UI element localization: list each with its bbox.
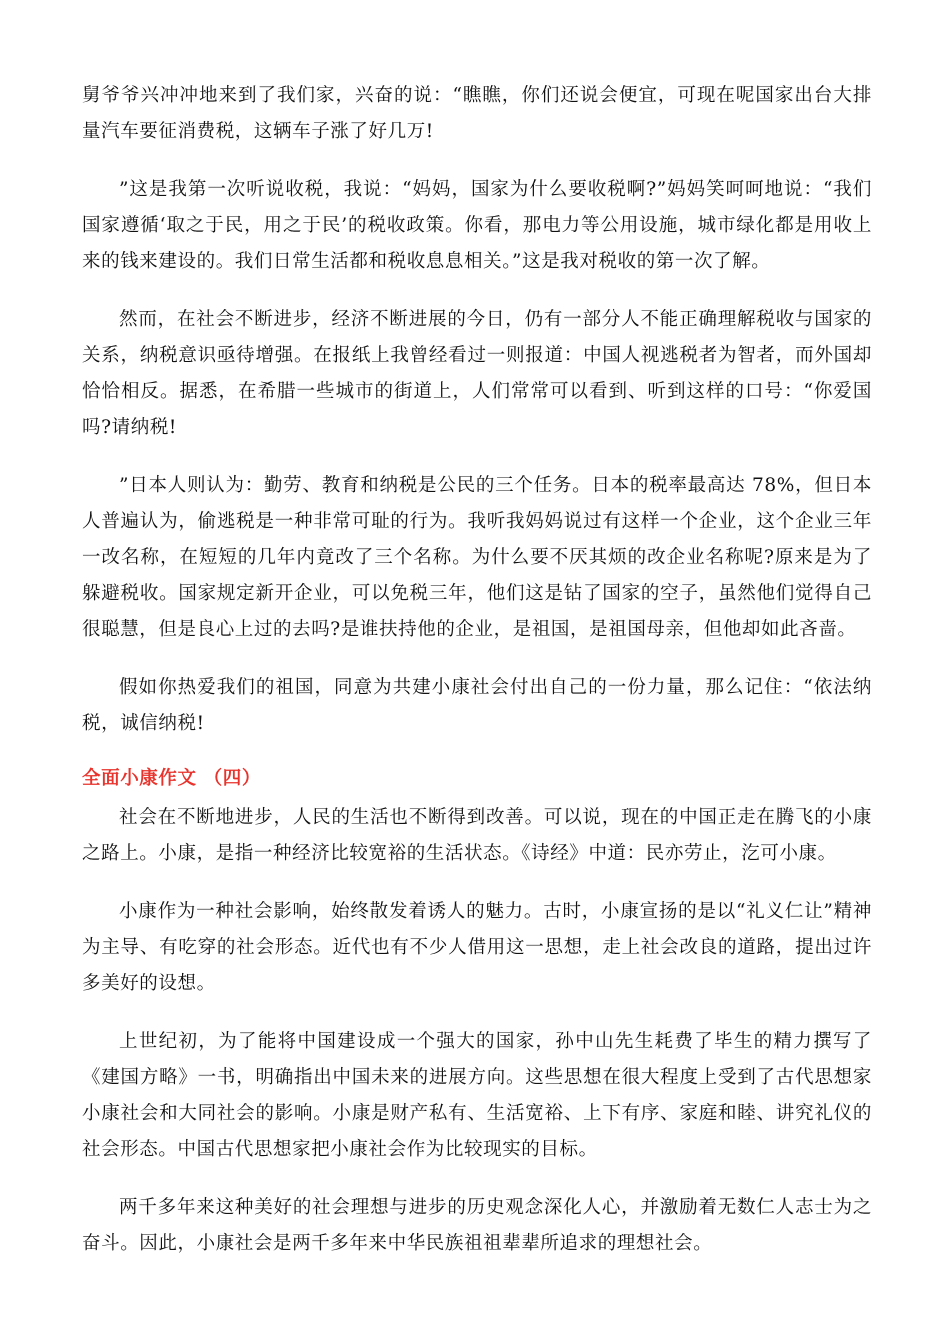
paragraph-xiaokang-road: 社会在不断地进步，人民的生活也不断得到改善。可以说，现在的中国正走在腾飞的小康之路上。小康，是指一种经济比较宽裕的生活状态。《诗经》中道：民亦劳止，汔可小康。 bbox=[82, 807, 872, 864]
paragraph-xiaokang-influence: 小康作为一种社会影响，始终散发着诱人的魅力。古时，小康宣扬的是以“礼义仁让”精神为主导、有吃穿的社会形态。近代也有不少人借用这一思想，走上社会改良的道路，提出过许多美好的设想。 bbox=[82, 901, 872, 994]
document-page bbox=[82, 78, 872, 1284]
paragraph-tax-awareness: 然而，在社会不断进步，经济不断进展的今日，仍有一部分人不能正确理解税收与国家的关系，纳税意识亟待增强。在报纸上我曾经看过一则报道：中国人视逃税者为智者，而外国却恰恰相反。据悉，在希腊一些城市的街道上，人们常常可以看到、听到这样的口号：“你爱国吗?请纳税! bbox=[82, 309, 872, 438]
paragraph-sun-yatsen: 上世纪初，为了能将中国建设成一个强大的国家，孙中山先生耗费了毕生的精力撰写了《建国方略》一书，明确指出中国未来的进展方向。这些思想在很大程度上受到了古代思想家小康社会和大同社会的影响。小康是财产私有、生活宽裕、上下有序、家庭和睦、讲究礼仪的社会形态。中国古代思想家把小康社会作为比较现实的目标。 bbox=[82, 1031, 872, 1160]
paragraph-ideal-society: 两千多年来这种美好的社会理想与进步的历史观念深化人心，并激励着无数仁人志士为之奋斗。因此，小康社会是两千多年来中华民族祖祖辈辈所追求的理想社会。 bbox=[82, 1197, 872, 1254]
paragraph-uncle-car-tax: 舅爷爷兴冲冲地来到了我们家，兴奋的说：“瞧瞧，你们还说会便宜，可现在呢国家出台大排量汽车要征消费税，这辆车子涨了好几万! bbox=[82, 85, 872, 142]
paragraph-japan-tax-view: ”日本人则认为：勤劳、教育和纳税是公民的三个任务。日本的税率最高达 78%，但日本人普遍认为，偷逃税是一种非常可耻的行为。我听我妈妈说过有这样一个企业，这个企业三年一改名称，在短短的几年内竟改了三个名称。为什么要不厌其烦的改企业名称呢?原来是为了躲避税收。国家规定新开企业，可以免税三年，他们这是钻了国家的空子，虽然他们觉得自己很聪慧，但是良心上过的去吗?是谁扶持他的企业，是祖国，是祖国母亲，但他却如此吝啬。 bbox=[82, 475, 872, 640]
paragraph-mother-explains-tax: ”这是我第一次听说收税，我说：“妈妈，国家为什么要收税啊?”妈妈笑呵呵地说：“我们国家遵循‘取之于民，用之于民’的税收政策。你看，那电力等公用设施，城市绿化都是用收上来的钱来建设的。我们日常生活都和税收息息相关。”这是我对税收的第一次了解。 bbox=[82, 179, 872, 272]
section-title-essay-4: 全面小康作文 （四） bbox=[82, 768, 261, 789]
paragraph-pay-tax-honestly: 假如你热爱我们的祖国，同意为共建小康社会付出自己的一份力量，那么记住：“依法纳税，诚信纳税! bbox=[82, 677, 872, 734]
